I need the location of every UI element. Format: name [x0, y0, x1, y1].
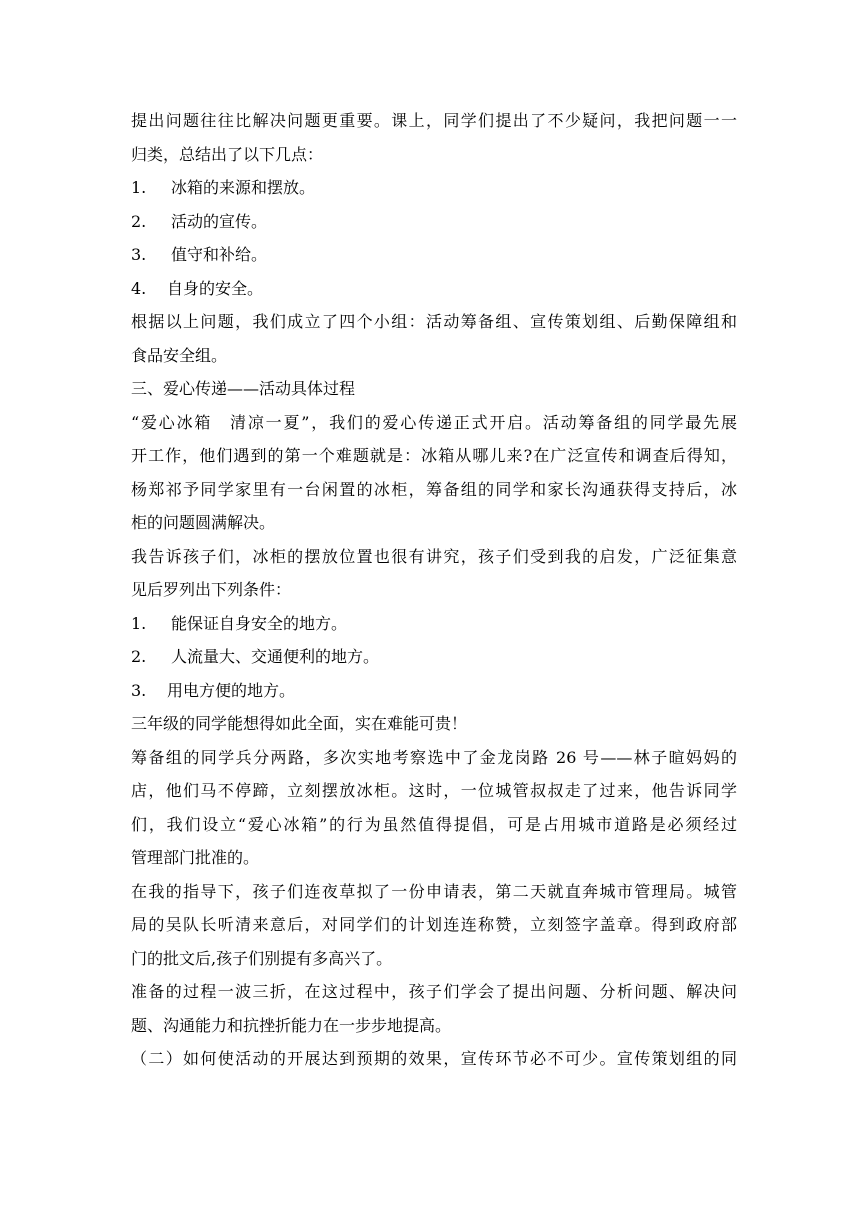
list-text: 自身的安全。 [167, 278, 264, 298]
list-item [131, 171, 737, 205]
paragraph-line: 归类，总结出了以下几点： [131, 144, 324, 164]
paragraph-line: 筹备组的同学兵分两路，多次实地考察选中了金龙岗路 26 号——林子暄妈妈的 [131, 747, 737, 767]
list-text: 用电方便的地方。 [167, 680, 296, 700]
list-text: 能保证自身安全的地方。 [171, 613, 348, 633]
list-text: 人流量大、交通便利的地方。 [171, 647, 380, 666]
paragraph-line: 在我的指导下，孩子们连夜草拟了一份申请表，第二天就直奔城市管理局。城管 [131, 881, 737, 901]
paragraph-line: 们，我们设立“爱心冰箱”的行为虽然值得提倡，可是占用城市道路是必须经过 [131, 814, 737, 834]
paragraph-line: 杨郑祁予同学家里有一台闲置的冰柜，筹备组的同学和家长沟通获得支持后，冰 [131, 479, 737, 499]
list-number: 2. [131, 211, 147, 231]
paragraph-line: 见后罗列出下列条件： [131, 580, 292, 599]
paragraph-line: 柜的问题圆满解决。 [131, 513, 276, 532]
list-number: 3. [131, 245, 147, 264]
list-text: 冰箱的来源和摆放。 [171, 178, 316, 197]
list-item [131, 674, 737, 708]
list-item [131, 272, 737, 306]
paragraph-line: （二）如何使活动的开展达到预期的效果，宣传环节必不可少。宣传策划组的同 [131, 1049, 737, 1068]
list-number: 4. [131, 278, 147, 298]
paragraph-line: 根据以上问题，我们成立了四个小组：活动筹备组、宣传策划组、后勤保障组和 [131, 312, 737, 331]
list-item [131, 238, 737, 272]
paragraph-line: 三年级的同学能想得如此全面，实在难能可贵！ [131, 714, 468, 733]
list-text: 活动的宣传。 [171, 211, 268, 231]
paragraph-line: “爱心冰箱 清凉一夏”，我们的爱心传递正式开启。活动筹备组的同学最先展 [131, 412, 737, 432]
list-item [131, 607, 737, 641]
list-item [131, 205, 737, 239]
paragraph-line: 店，他们马不停蹄，立刻摆放冰柜。这时，一位城管叔叔走了过来，他告诉同学 [131, 781, 737, 800]
list-item [131, 640, 737, 674]
list-number: 1. [131, 613, 147, 633]
list-number: 2. [131, 647, 147, 666]
document-body [131, 104, 737, 1076]
list-number: 1. [131, 178, 147, 197]
paragraph-line: 管理部门批准的。 [131, 848, 260, 867]
paragraph-line: 食品安全组。 [131, 345, 228, 365]
paragraph-line: 我告诉孩子们，冰柜的摆放位置也很有讲究，孩子们受到我的启发，广泛征集意 [131, 546, 737, 566]
section-heading: 三、爱心传递——活动具体过程 [131, 379, 356, 398]
paragraph-line: 局的吴队长听清来意后，对同学们的计划连连称赞，立刻签字盖章。得到政府部 [131, 915, 737, 934]
paragraph-line: 准备的过程一波三折，在这过程中，孩子们学会了提出问题、分析问题、解决问 [131, 982, 737, 1001]
paragraph-line: 门的批文后,孩子们别提有多高兴了。 [131, 948, 393, 968]
paragraph-line: 题、沟通能力和抗挫折能力在一步步地提高。 [131, 1015, 452, 1035]
paragraph-line: 开工作，他们遇到的第一个难题就是：冰箱从哪儿来?在广泛宣传和调查后得知， [131, 446, 737, 465]
list-number: 3. [131, 680, 147, 700]
list-text: 值守和补给。 [171, 245, 268, 264]
paragraph-line: 提出问题往往比解决问题更重要。课上，同学们提出了不少疑问，我把问题一一 [131, 111, 737, 130]
